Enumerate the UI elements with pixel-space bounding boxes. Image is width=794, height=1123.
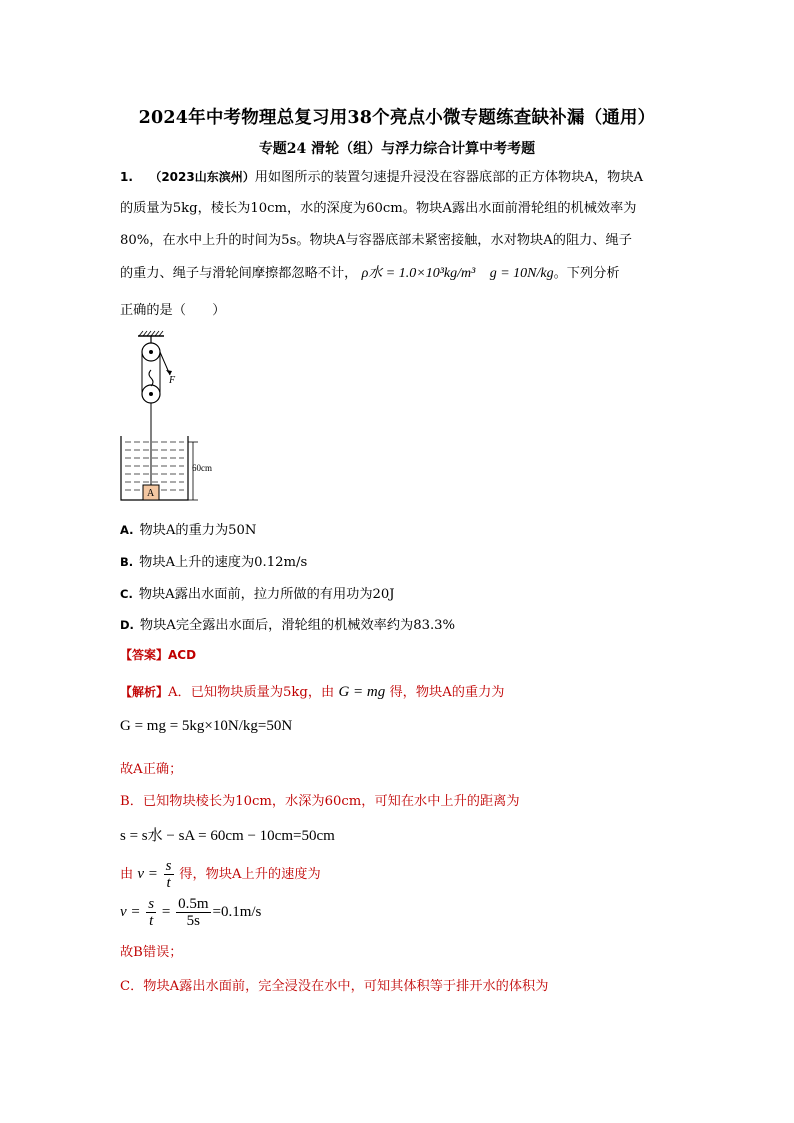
block-label: A <box>147 488 155 499</box>
analysis-a-formula: G = mg <box>338 684 386 700</box>
question-line-5: 正确的是（ ） <box>120 303 226 318</box>
analysis-tag: 【解析】 <box>120 685 169 699</box>
option-letter: C. <box>120 587 133 601</box>
answer-value: ACD <box>168 648 197 662</box>
question-number: 1. <box>120 170 133 184</box>
analysis-b-from: 由 <box>120 866 134 882</box>
question-line-3: 80%，在水中上升的时间为5s。物块A与容器底部未紧密接触，水对物块A的阻力、绳子 <box>120 233 632 248</box>
equation-gravity: G = mg = 5kg×10N/kg=50N <box>120 718 293 734</box>
analysis-c-intro: C．物块A露出水面前，完全浸没在水中，可知其体积等于排开水的体积为 <box>120 979 549 994</box>
question-text-4-end: 。下列分析 <box>553 266 620 281</box>
option-letter: D. <box>120 618 134 632</box>
hook <box>149 370 153 386</box>
document-title: 2024年中考物理总复习用38个亮点小微专题练查缺补漏（通用） <box>138 108 656 128</box>
analysis-b-intro: B．已知物块棱长为10cm，水深为60cm，可知在水中上升的距离为 <box>120 794 520 809</box>
question-line-2: 的质量为5kg，棱长为10cm，水的深度为60cm。物块A露出水面前滑轮组的机械效率为 <box>120 201 637 216</box>
question-line-4 <box>120 262 620 282</box>
option-a[interactable] <box>120 519 256 538</box>
analysis-b-from-line <box>120 858 321 891</box>
fraction-denominator: t <box>149 913 154 929</box>
velocity-fraction-numeric <box>176 896 210 929</box>
analysis-b-conclusion: 故B错误； <box>120 945 183 960</box>
velocity-formula: v = $\frac{s}{t}$ <box>137 858 172 891</box>
question-text-4: 的重力、绳子与滑轮间摩擦都忽略不计， <box>120 266 358 281</box>
option-letter: B. <box>120 555 134 569</box>
option-text: 物块A露出水面前，拉力所做的有用功为20J <box>138 587 395 602</box>
fraction-numerator: s <box>165 858 172 874</box>
option-d[interactable] <box>120 614 455 633</box>
velocity-fraction-symbolic <box>146 896 156 929</box>
question-line-1 <box>120 166 643 185</box>
option-c[interactable] <box>120 583 395 602</box>
pulley-figure <box>118 330 228 510</box>
water-lines <box>125 442 184 490</box>
velocity-result: =0.1m/s <box>212 903 262 920</box>
answer-line <box>120 646 196 663</box>
fraction-numerator: 0.5m <box>178 896 209 912</box>
option-letter: A. <box>120 523 134 537</box>
document-subtitle: 专题24 滑轮（组）与浮力综合计算中考考题 <box>258 141 536 157</box>
analysis-a-rest: 得，物块A的重力为 <box>389 685 505 700</box>
movable-pulley-axle <box>149 392 153 396</box>
fixed-pulley-axle <box>149 350 153 354</box>
option-b[interactable] <box>120 551 307 570</box>
analysis-b-from-rest: 得，物块A上升的速度为 <box>179 866 321 882</box>
question-source: （2023山东滨州） <box>149 170 255 184</box>
rho-formula: ρ水 = 1.0×10³kg/m³ <box>361 266 476 281</box>
analysis-a-intro: A．已知物块质量为5kg，由 <box>168 685 335 700</box>
velocity-eq-lhs: v = <box>120 903 141 920</box>
answer-tag: 【答案】 <box>120 648 169 662</box>
force-label: F <box>169 375 176 386</box>
equation-distance: s = s水 − sA = 60cm − 10cm=50cm <box>120 828 335 844</box>
g-formula: g = 10N/kg <box>489 266 554 281</box>
question-text-1: 用如图所示的装置匀速提升浸没在容器底部的正方体物块A，物块A <box>254 170 644 185</box>
option-text: 物块A的重力为50N <box>139 523 257 538</box>
analysis-a-line <box>120 681 504 701</box>
analysis-a-conclusion: 故A正确； <box>120 762 183 777</box>
velocity-fraction <box>164 858 174 891</box>
fraction-denominator: 5s <box>186 913 200 929</box>
depth-label: 60cm <box>192 463 212 473</box>
option-text: 物块A上升的速度为0.12m/s <box>139 555 308 570</box>
option-text: 物块A完全露出水面后，滑轮组的机械效率约为83.3% <box>139 618 456 633</box>
fraction-denominator: t <box>166 875 171 891</box>
equation-velocity: v = $\frac{s}{t}$ = $\frac{0.5m}{5s}$ =0.1m/s <box>120 896 262 929</box>
fraction-numerator: s <box>148 896 155 912</box>
